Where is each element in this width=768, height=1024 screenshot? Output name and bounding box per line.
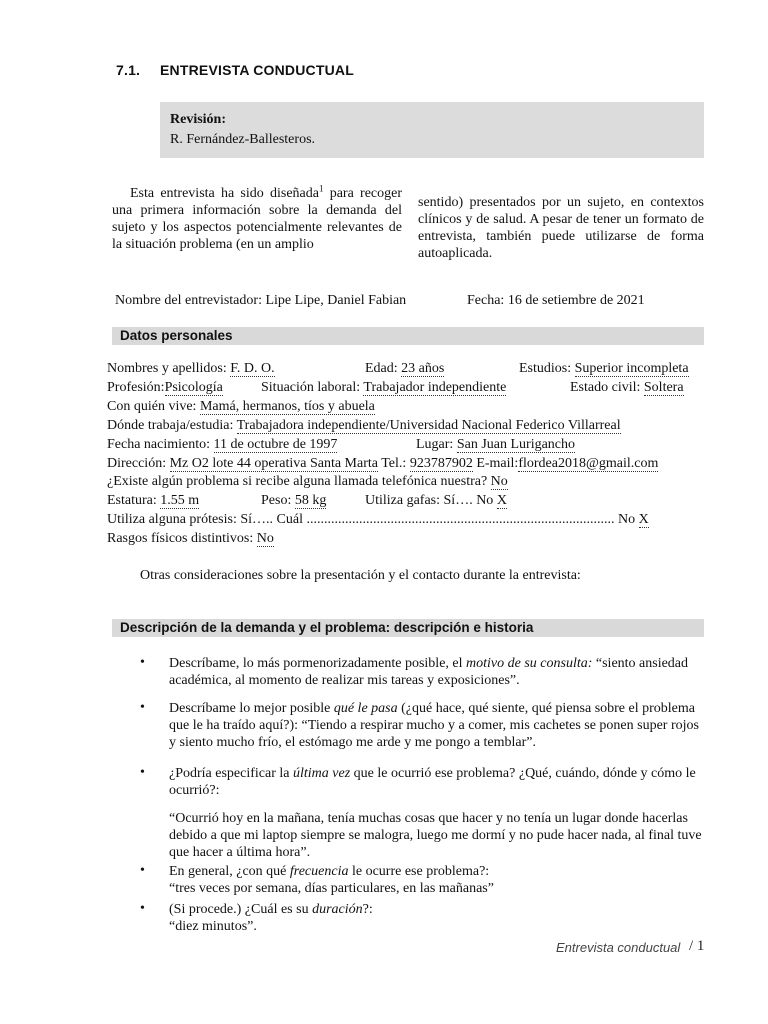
question-frequency [169,863,709,880]
question-last-time [169,765,709,799]
height-label: Estatura: [107,493,157,508]
bullet-marker: • [140,863,145,878]
q1-text: Descríbame, lo más pormenorizadamente posible, el [169,656,467,671]
revision-author: R. Fernández-Ballesteros. [170,132,316,147]
q3-emphasis: última vez [293,766,351,781]
traits-label: Rasgos físicos distintivos: [107,531,254,546]
profession-value: Psicología [164,380,223,395]
question-what-happens [169,700,709,751]
bullet-marker: • [140,901,145,916]
q4-text: En general, ¿con qué [169,864,290,879]
intro-right-column: sentido) presentados por un sujeto, en contextos clínicos y de salud. A pesar de tener un formato de entrevista, también puede utilizarse de forma autoaplicada. [418,195,704,261]
weight-value: 58 kg [294,493,327,508]
studies-value: Superior incompleta [574,361,689,376]
traits-value: No [256,531,274,546]
row-height [107,493,199,509]
names-value: F. D. O. [230,361,275,376]
address-label: Dirección: [107,456,167,471]
studies-label: Estudios: [519,361,572,376]
age-value: 23 años [401,361,445,376]
lives-label: Con quién vive: [107,399,197,414]
date-label: Fecha: [467,293,505,308]
q5-emphasis: duración [312,902,363,917]
footnote-marker: 1 [318,183,324,194]
q5-text-end: ?: [362,902,373,917]
intro-left-column [112,185,402,253]
row-profession [107,380,223,396]
date-line [467,293,645,309]
prosthesis-value: X [638,512,649,527]
interviewer-name: Lipe Lipe, Daniel Fabian [265,293,407,308]
row-address [107,456,658,472]
civil-value: Soltera [643,380,684,395]
names-label: Nombres y apellidos: [107,361,227,376]
row-age [365,361,444,377]
bullet-marker: • [140,655,145,670]
q5-text: (Si procede.) ¿Cuál es su [169,902,313,917]
birth-value: 11 de octubre de 1997 [213,437,338,452]
profession-label: Profesión: [107,380,165,395]
section-heading: ENTREVISTA CONDUCTUAL [160,62,354,78]
q2-emphasis: qué le pasa [333,701,398,716]
row-civil [570,380,684,396]
place-value: San Juan Lurigancho [456,437,576,452]
row-names [107,361,275,377]
revision-box [160,102,704,158]
intro-text-a: Esta entrevista ha sido diseñada [130,186,319,201]
row-work [261,380,506,396]
personal-data-title: Datos personales [120,328,233,343]
email-label: E-mail: [476,456,519,471]
question-duration [169,901,709,918]
glasses-label: Utiliza gafas: Sí…. No [365,493,494,508]
row-traits [107,531,274,547]
row-weight [261,493,326,509]
section-title [116,62,354,78]
tel-value: 923787902 [409,456,473,471]
date-value: 16 de setiembre de 2021 [507,293,645,308]
row-work-study [107,418,621,434]
height-value: 1.55 m [160,493,200,508]
age-label: Edad: [365,361,398,376]
revision-label: Revisión: [170,112,226,127]
page-number: / 1 [689,938,705,954]
demand-header [112,619,704,637]
birth-label: Fecha nacimiento: [107,437,211,452]
answer-duration: “diez minutos”. [169,919,257,934]
q2-text: Descríbame lo mejor posible [169,701,334,716]
personal-data-header [112,327,704,345]
interviewer-line [115,293,406,309]
bullet-marker: • [140,765,145,780]
row-birth [107,437,337,453]
answer-last-time: “Ocurrió hoy en la mañana, tenía muchas cosas que hacer y no tenía un lugar donde hacerlas debido a que mi laptop siempre se malogra, luego me dormí y no pude hacer nada, al final tuve que hacer a última hora”. [169,811,702,860]
other-considerations: Otras consideraciones sobre la presentación y el contacto durante la entrevista: [140,568,581,583]
civil-label: Estado civil: [570,380,641,395]
row-prosthesis [107,512,649,528]
row-phone-call [107,474,508,490]
q1-answer: “siento ansiedad académica, al momento de realizar mis tareas y exposiciones”. [169,656,689,688]
weight-label: Peso: [261,493,292,508]
where-label: Dónde trabaja/estudia: [107,418,234,433]
footer-title: Entrevista conductual [556,940,681,955]
work-label: Situación laboral: [261,380,361,395]
demand-title: Descripción de la demanda y el problema: descripción e historia [120,620,534,635]
glasses-value: X [496,493,507,508]
q4-emphasis: frecuencia [289,864,349,879]
prosthesis-label: Utiliza alguna prótesis: Sí….. Cuál ........................................................................................ No [107,512,636,527]
tel-label: Tel.: [381,456,407,471]
row-glasses [365,493,507,509]
q3-text-end: que le ocurrió ese problema? ¿Qué, cuándo, dónde y cómo le ocurrió?: [169,766,696,798]
q2-answer: (¿qué hace, qué siente, qué piensa sobre el problema que le ha traído aquí?): “Tiendo a respirar mucho y a comer, mis cachetes se ponen super rojos y siento mucho frío, el estómago me arde y me pongo a temblar”. [169,701,699,750]
work-value: Trabajador independiente [363,380,507,395]
interviewer-label: Nombre del entrevistador: [115,293,262,308]
q4-text-end: le ocurre ese problema?: [348,864,490,879]
question-consultation [169,655,709,689]
call-value: No [490,474,508,489]
answer-frequency: “tres veces por semana, días particulares, en las mañanas” [169,881,494,896]
row-lives-with [107,399,375,415]
row-place [416,437,575,453]
q3-text: ¿Podría especificar la [169,766,293,781]
email-value: flordea2018@gmail.com [518,456,659,471]
q1-emphasis: motivo de su consulta: [466,656,593,671]
intro-text-b: para recoger una primera información sobre la demanda del sujeto y los aspectos potencialmente relevantes de la situación problema (en un amplio [112,186,402,252]
bullet-marker: • [140,700,145,715]
section-number: 7.1. [116,62,141,78]
address-value: Mz O2 lote 44 operativa Santa Marta [169,456,378,471]
where-value: Trabajadora independiente/Universidad Nacional Federico Villarreal [236,418,621,433]
place-label: Lugar: [416,437,454,452]
lives-value: Mamá, hermanos, tíos y abuela [199,399,375,414]
call-label: ¿Existe algún problema si recibe alguna llamada telefónica nuestra? [107,474,488,489]
row-studies [519,361,689,377]
